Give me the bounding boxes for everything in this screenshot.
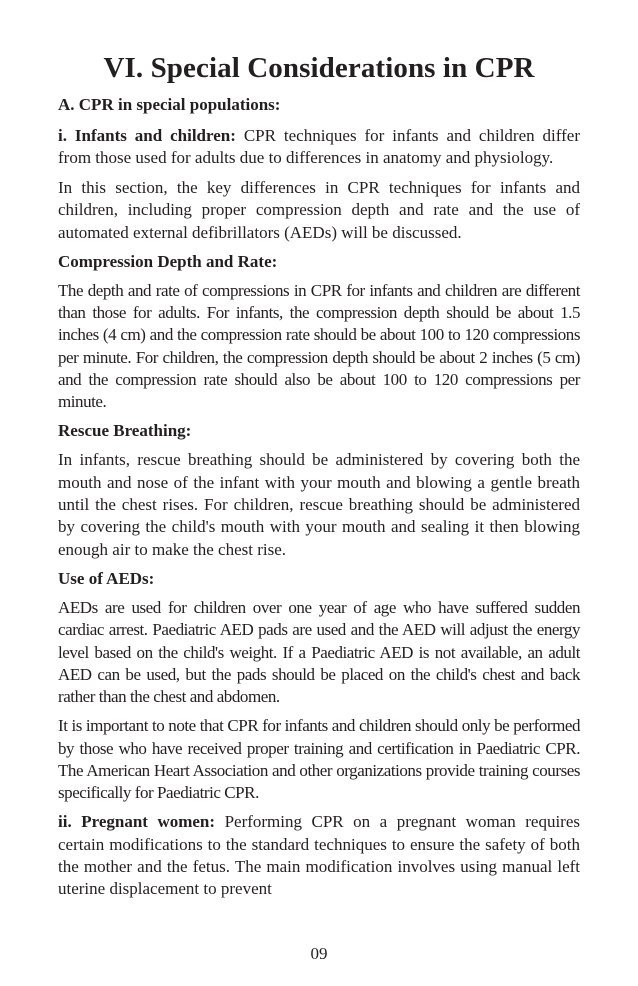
paragraph-pregnant-women [58,811,580,901]
paragraph-rescue-breathing: In infants, rescue breathing should be administered by covering both the mouth and nose of the infant with your mouth and blowing a gentle breath until the chest rises. For children, rescue breathing should be administered by covering the child's mouth with your mouth and sealing it then blowing enough air to make the chest rise. [58,450,580,559]
subsection-lead-pregnant: ii. Pregnant women: [58,812,216,832]
heading-use-of-aeds: Use of AEDs: [58,569,155,589]
paragraph-infants-text: CPR techniques for infants and children differ from those used for adults due to differences in anatomy and physiology. [58,126,580,168]
paragraph-infants-and-children [58,125,580,170]
paragraph-use-of-aeds: AEDs are used for children over one year of age who have suffered sudden cardiac arrest. Paediatric AED pads are used and the AED will adjust the energy level based on the child's weight. If a Paediatric AED is not available, an adult AED can be used, but the pads should be placed on the child's chest and back rather than the chest and abdomen. [58,598,580,707]
paragraph-section-intro: In this section, the key differences in CPR techniques for infants and children, including proper compression depth and rate and the use of automated external defibrillators (AEDs) will be discussed. [58,177,580,242]
paragraph-training-note: It is important to note that CPR for infants and children should only be performed by those who have received proper training and certification in Paediatric CPR. The American Heart Association and other organizations provide training courses specifically for Paediatric CPR. [58,716,580,802]
paragraph-pregnant-text: Performing CPR on a pregnant woman requires certain modifications to the standard techniques to ensure the safety of both the mother and the fetus. The main modification involves using manual left uterine displacement to prevent [58,812,580,899]
section-heading-special-populations: A. CPR in special populations: [58,95,281,114]
heading-rescue-breathing: Rescue Breathing: [58,421,192,441]
page-title: VI. Special Considerations in CPR [103,52,535,84]
paragraph-compression-depth-rate: The depth and rate of compressions in CPR for infants and children are different than those for adults. For infants, the compression depth should be about 1.5 inches (4 cm) and the compression rate should be about 100 to 120 compressions per minute. For children, the compression depth should be about 2 inches (5 cm) and the compression rate should also be about 100 to 120 compressions per minute. [58,281,580,412]
heading-compression-depth-rate: Compression Depth and Rate: [58,252,278,272]
page-content [58,50,580,901]
page-number: 09 [310,944,328,963]
subsection-lead-infants: i. Infants and children: [58,126,236,145]
